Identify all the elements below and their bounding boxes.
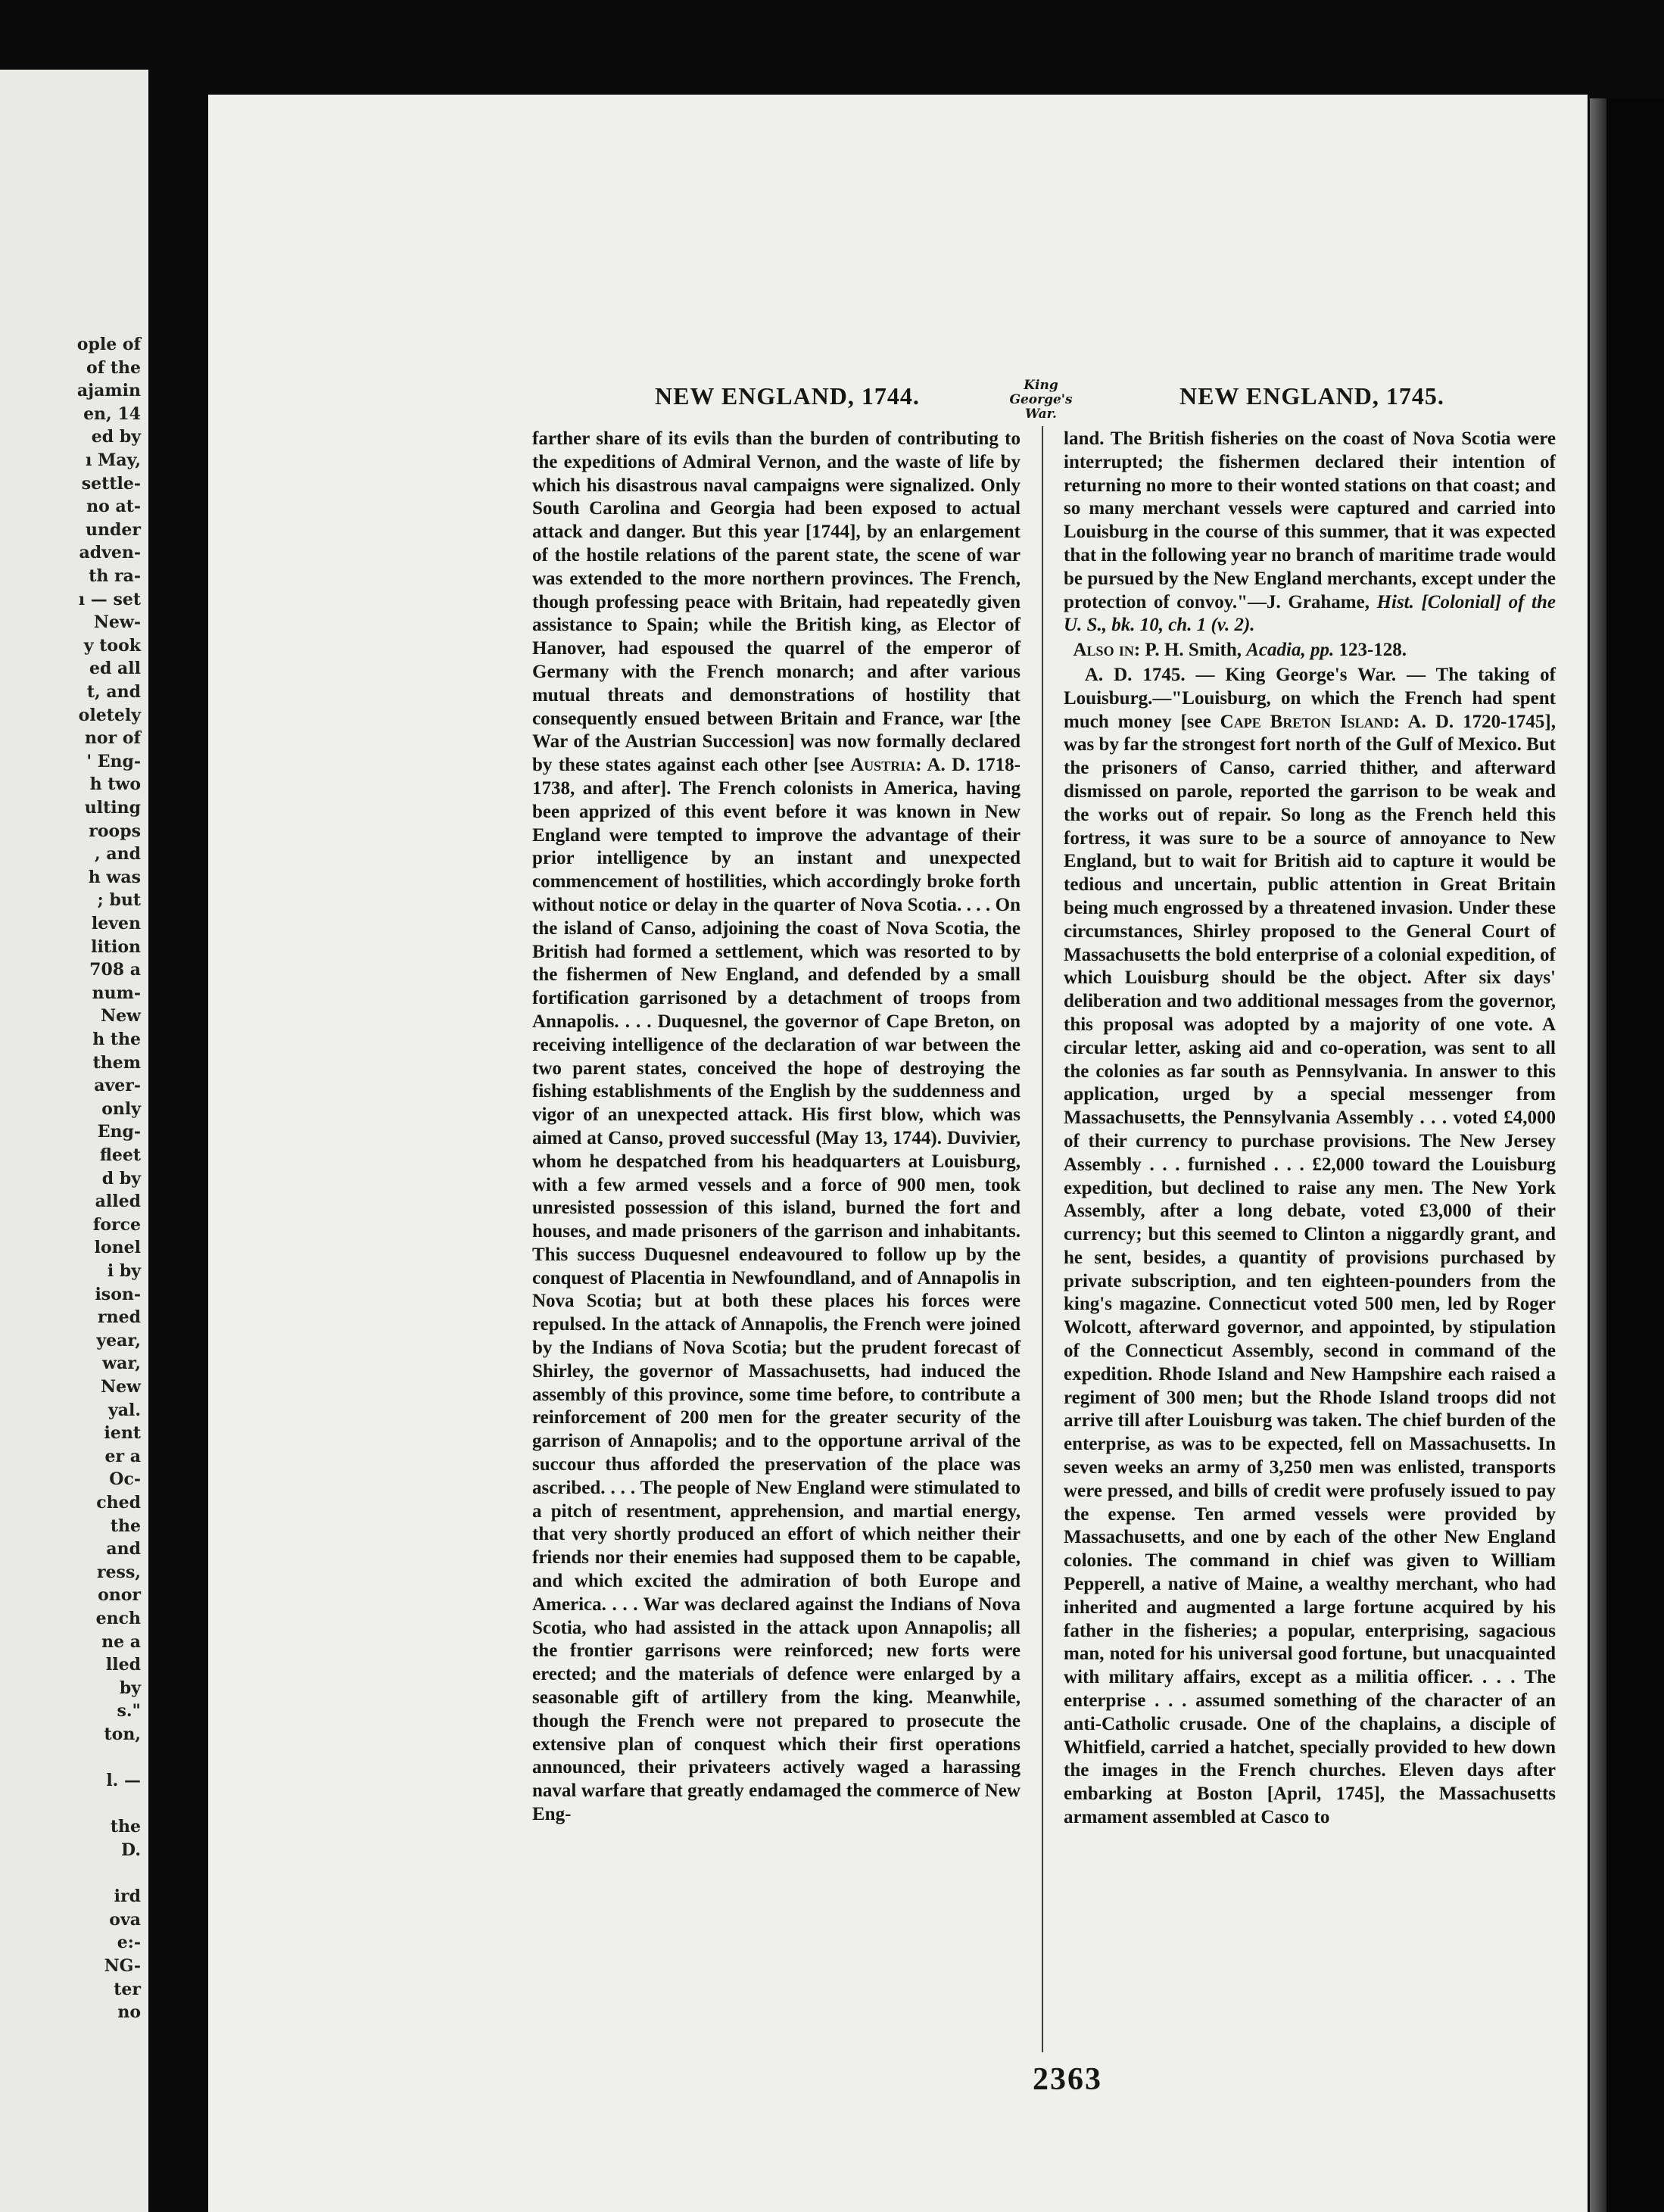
facing-page-line: ople of (76, 335, 141, 354)
running-head-center-line2: War. (1025, 407, 1057, 422)
facing-page-line: ched (96, 1493, 141, 1513)
facing-page-line: rned (98, 1307, 141, 1328)
facing-page-line: Eng- (97, 1122, 141, 1142)
facing-page-line: ajamin (76, 381, 141, 401)
facing-page-line: ench (95, 1609, 141, 1628)
facing-page-line: ter (114, 1979, 141, 1999)
page-number: 2363 (1033, 2062, 1102, 2097)
facing-page-line: oletely (78, 705, 141, 725)
facing-page-line: ed all (89, 659, 141, 679)
facing-page-line: ne a (101, 1631, 141, 1652)
facing-page-line: only (101, 1098, 141, 1119)
book-page (208, 95, 1588, 2212)
facing-page-line: ed by (91, 427, 141, 447)
facing-page-line: 708 a (89, 960, 141, 980)
facing-page-line: settle- (81, 473, 141, 494)
facing-page-line: alled (95, 1192, 141, 1212)
running-head-left: NEW ENGLAND, 1744. (655, 382, 920, 410)
facing-page-line: er a (104, 1446, 141, 1466)
facing-page-line: nor of (84, 728, 141, 749)
also-in-label: Also in (1073, 640, 1134, 661)
facing-page-line: D. (121, 1840, 141, 1860)
facing-page-line: fleet (99, 1145, 141, 1165)
facing-page-line: lonel (94, 1238, 141, 1258)
running-head-center-line1: King George's (1009, 378, 1073, 407)
facing-page-line: ' Eng- (86, 751, 141, 771)
facing-page-line: no (117, 2002, 141, 2023)
facing-page-line: no at- (86, 497, 141, 517)
text-run: : P. H. Smith, (1133, 640, 1247, 661)
facing-page-line: of the (86, 357, 141, 378)
facing-page-line: lition (91, 936, 141, 957)
facing-page-line: the (110, 1516, 141, 1536)
text-run: 123-128. (1334, 640, 1407, 661)
also-in-line (1064, 639, 1556, 662)
facing-page-line: yal. (108, 1400, 141, 1420)
paragraph (1064, 428, 1556, 637)
facing-page-line: h the (92, 1030, 141, 1049)
facing-page-line: roops (89, 821, 141, 841)
page-edge-shadow (1590, 98, 1664, 2212)
facing-page-line: h two (89, 774, 141, 795)
facing-page-line: l. — (106, 1771, 141, 1791)
citation: Hist. [Colonial] of the U. S., bk. 10, ch. 1 (v. 2). (1064, 591, 1556, 636)
facing-page-line: ı May, (86, 450, 141, 470)
facing-page-line: adven- (79, 543, 141, 563)
entry-heading: A. D. 1745. — King George's War. — The taking of Louisburg. (1064, 664, 1556, 709)
facing-page-line: New (100, 1377, 141, 1397)
facing-page-line: by (119, 1678, 141, 1698)
facing-page-line: them (92, 1052, 141, 1073)
facing-page-line: s." (117, 1701, 141, 1721)
facing-page-line: ı — set (78, 589, 141, 609)
facing-page-line: y took (83, 635, 141, 656)
facing-page-line: Oc- (109, 1469, 141, 1490)
facing-page-line: New- (93, 612, 141, 633)
facing-page-line: h was (88, 867, 141, 887)
facing-page-line: the (110, 1817, 141, 1837)
facing-page-line: aver- (94, 1076, 141, 1096)
text-run: land. The British fisheries on the coast of Nova Scotia were interrupted; the fishermen declared their intention of returning no more to their wonted stations on that coast; and so many merchant vessels were captured and carried into Louisburg in the course of this summer, that it was expected that in the following year no branch of maritime trade would be pursued by the New England merchants, except under the protection of convoy."—J. Grahame, (1064, 428, 1556, 612)
facing-page-line: and (106, 1539, 141, 1559)
entry-paragraph (1064, 664, 1556, 1830)
facing-page-line: onor (98, 1585, 141, 1606)
text-column-left (532, 428, 1021, 1827)
paragraph (532, 428, 1021, 1827)
facing-page-line: i by (107, 1261, 141, 1281)
facing-page-line: under (86, 519, 141, 540)
facing-page-line: year, (96, 1330, 141, 1351)
facing-page-line: ova (109, 1909, 141, 1930)
facing-page-fragment (0, 70, 148, 2212)
facing-page-line: ; but (97, 890, 141, 911)
facing-page-line: lled (105, 1655, 141, 1675)
citation: Acadia, pp. (1246, 640, 1335, 661)
facing-page-line: ison- (95, 1284, 141, 1304)
text-run: farther share of its evils than the burden of contributing to the expeditions of Admiral Vernon, and the waste of life by which his disastrous naval campaigns were signalized. Only South Carolina and Georgia had been exposed to actual attack and danger. But this year [1744], by an enlargement of the hostile relations of the parent state, the scene of war was extended to the more northern provinces. The French, though professing peace with Britain, had repeatedly given assistance to Spain; while the British king, as Elector of Hanover, had espoused the quarrel of the emperor of Germany with the French monarch; and after various mutual threats and demonstrations of hostility that consequently ensued between Britain and France, war [the War of the Austrian Succession] was now formally declared by these states against each other [see (532, 428, 1021, 776)
facing-page-line: en, 14 (83, 403, 141, 424)
running-head-right: NEW ENGLAND, 1745. (1179, 382, 1444, 410)
facing-page-line: d by (101, 1168, 141, 1189)
facing-page-line: ird (114, 1886, 141, 1907)
facing-page-line: ton, (104, 1724, 141, 1744)
facing-page-line: th ra- (89, 566, 141, 586)
text-run: : A. D. 1720-1745], was by far the strongest fort north of the Gulf of Mexico. But the prisoners of Canso, carried thither, and afterward dismissed on parole, reported the garrison to be weak and the works out of repair. So long as the French held this fortress, it was sure to be a source of annoyance to New England, but to wait for British aid to capture it would be tedious and uncertain, public attention in Great Britain being much engrossed by a threatened invasion. Under these circumstances, Shirley proposed to the General Court of Massachusetts the bold enterprise of a colonial expedition, of which Louisburg should be the object. After six days' deliberation and two additional messages from the governor, this proposal was adopted by a majority of one vote. A circular letter, asking aid and co-operation, was sent to all the colonies as far south as Pennsylvania. In answer to this application, urged by a special messenger from Massachusetts, the Pennsylvania Assembly . . . voted £4,000 of their currency to purchase provisions. The New Jersey Assembly . . . furnished . . . £2,000 toward the Louisburg expedition, but declined to raise any men. The New York Assembly, after a long debate, voted £3,000 of their currency; but this seemed to Clinton a niggardly grant, and he sent, besides, a quantity of provisions purchased by private subscription, and ten eighteen-pounders from the king's magazine. Connecticut voted 500 men, led by Roger Wolcott, afterward governor, and appointed, by stipulation of the Connecticut Assembly, second in command of the expedition. Rhode Island and New Hampshire each raised a regiment of 300 men; but the Rhode Island troops did not arrive till after Louisburg was taken. The chief burden of the enterprise, as was to be expected, fell on Massachusetts. In seven weeks an army of 3,250 men was enlisted, transports were pressed, and bills of credit were profusely issued to pay the expense. Ten armed vessels were provided by Massachusetts, and one by each of the other New England colonies. The command in chief was given to William Pepperell, a native of Maine, a wealthy merchant, who had inherited and augmented a large fortune acquired by his father in the fisheries; a popular, enterprising, sagacious man, noted for his universal good fortune, but unacquainted with military affairs, except as a militia officer. . . . The enterprise . . . assumed something of the character of an anti-Catholic crusade. One of the chaplains, a disciple of Whitfield, carried a hatchet, specially provided to hew down the images in the French churches. Eleven days after embarking at Boston [April, 1745], the Massachusetts armament assembled at Casco to (1064, 711, 1556, 1828)
facing-page-line: t, and (86, 682, 141, 702)
cross-reference: Austria (850, 755, 916, 776)
facing-page-line: num- (92, 983, 141, 1003)
facing-page-line: , and (95, 844, 141, 865)
facing-page-line: war, (102, 1354, 141, 1374)
text-column-right (1064, 428, 1556, 1830)
text-run: : A. D. 1718-1738, and after]. The French colonists in America, having been apprized of this event before it was known in New England were tempted to improve the advantage of their prior intelligence by an instant and unexpected commencement of hostilities, which accordingly broke forth without notice or delay in the quarter of Nova Scotia. . . . On the island of Canso, adjoining the coast of Nova Scotia, the British had formed a settlement, which was resorted to by the fishermen of New England, and defended by a small fortification garrisoned by a detachment of troops from Annapolis. . . . Duquesnel, the governor of Cape Breton, on receiving intelligence of the declaration of war between the two parent states, conceived the hope of destroying the fishing establishments of the English by the suddenness and vigor of an unexpected attack. His first blow, which was aimed at Canso, proved successful (May 13, 1744). Duvivier, whom he despatched from his headquarters at Louisburg, with a few armed vessels and a force of 900 men, took unresisted possession of this island, burned the fort and houses, and made prisoners of the garrison and inhabitants. This success Duquesnel endeavoured to follow up by the conquest of Placentia in Newfoundland, and of Annapolis in Nova Scotia; but at both these places his forces were repulsed. In the attack of Annapolis, the French were joined by the Indians of Nova Scotia; but the prudent forecast of Shirley, the governor of Massachusetts, had induced the assembly of this province, some time before, to contribute a reinforcement of 200 men for the greater security of the garrison of Annapolis; and to the opportune arrival of the succour thus afforded the preservation of the place was ascribed. . . . The people of New England were stimulated to a pitch of resentment, apprehension, and martial energy, that very shortly produced an effort of which neither their friends nor their enemies had supposed them to be capable, and which excited the admiration of both Europe and America. . . . War was declared against the Indians of Nova Scotia, who had assisted in the attack upon Annapolis; all the frontier garrisons were reinforced; new forts were erected; and the materials of defence were enlarged by a seasonable gift of artillery from the king. Meanwhile, though the French were not prepared to prosecute the extensive plan of conquest which their first operations announced, their privateers actively waged a harassing naval warfare that greatly endamaged the commerce of New Eng- (532, 755, 1021, 1825)
facing-page-line: ient (104, 1423, 141, 1444)
facing-page-line: leven (91, 914, 141, 933)
facing-page-line: NG- (104, 1956, 141, 1976)
facing-page-line: ulting (84, 798, 141, 818)
facing-page-line: e:- (117, 1933, 141, 1953)
facing-page-line: force (92, 1214, 141, 1235)
cross-reference: Cape Breton Island (1220, 711, 1394, 732)
facing-page-line: New (100, 1006, 141, 1027)
page-edge-strip (1590, 98, 1606, 2212)
running-head-center (992, 379, 1090, 422)
text-run: —"Louisburg, on which the French had spent much money [see (1064, 687, 1556, 732)
facing-page-line: ress, (96, 1562, 141, 1582)
column-divider (1042, 426, 1043, 2052)
